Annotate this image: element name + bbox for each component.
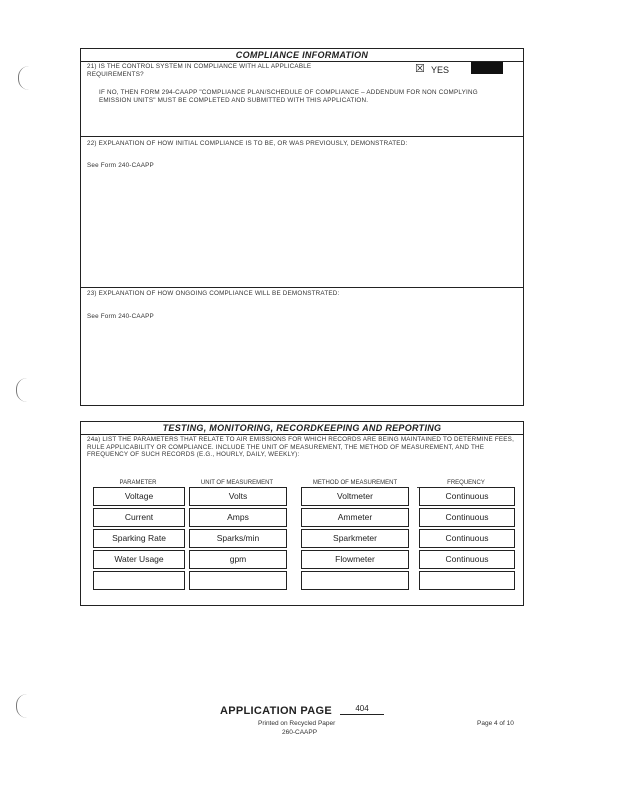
cell-unit: Amps (189, 508, 287, 527)
column-header-frequency: FREQUENCY (417, 480, 515, 488)
cell-method: Voltmeter (301, 487, 409, 506)
redacted-box (471, 62, 503, 74)
cell-frequency: Continuous (419, 487, 515, 506)
application-page-number: 404 (340, 704, 384, 715)
application-page-label: APPLICATION PAGE (220, 705, 332, 717)
cell-frequency: Continuous (419, 529, 515, 548)
cell-frequency: Continuous (419, 508, 515, 527)
column-header-parameter: PARAMETER (93, 480, 183, 488)
cell-unit: Sparks/min (189, 529, 287, 548)
cell-unit: gpm (189, 550, 287, 569)
answer-22: See Form 240-CAAPP (87, 162, 154, 169)
cell-parameter: Voltage (93, 487, 185, 506)
divider-21-22 (81, 136, 523, 137)
recycled-paper-note: Printed on Recycled Paper (258, 720, 336, 727)
testing-title: TESTING, MONITORING, RECORDKEEPING AND REPORTING (81, 422, 523, 435)
testing-section (80, 421, 524, 606)
page-of: Page 4 of 10 (477, 720, 514, 727)
cell-unit (189, 571, 287, 590)
cell-method: Sparkmeter (301, 529, 409, 548)
cell-method (301, 571, 409, 590)
punch-hole-bottom (16, 694, 27, 718)
cell-unit: Volts (189, 487, 287, 506)
form-number: 260-CAAPP (282, 729, 318, 736)
yes-checkbox[interactable]: ☒ (415, 63, 425, 75)
cell-frequency: Continuous (419, 550, 515, 569)
cell-method: Ammeter (301, 508, 409, 527)
question-22: 22) EXPLANATION OF HOW INITIAL COMPLIANCE IS TO BE, OR WAS PREVIOUSLY, DEMONSTRATED: (87, 140, 408, 147)
yes-label: YES (431, 65, 450, 75)
question-24a: 24a) LIST THE PARAMETERS THAT RELATE TO AIR EMISSIONS FOR WHICH RECORDS ARE BEING MAINTAINED TO DETERMINE FEES, RULE APPLICABILITY OR COMPLIANCE. INCLUDE THE UNIT OF MEASUREMENT, THE METHOD OF MEASUREMENT, AND THE FREQUENCY OF SUCH RECORDS (E.G., HOURLY, DAILY, WEEKLY): (87, 436, 515, 459)
punch-hole-middle (16, 378, 27, 402)
column-header-unit: UNIT OF MEASUREMENT (189, 480, 285, 488)
cell-parameter: Current (93, 508, 185, 527)
question-21-note: IF NO, THEN FORM 294-CAAPP "COMPLIANCE PLAN/SCHEDULE OF COMPLIANCE – ADDENDUM FOR NON COMPLYING EMISSION UNITS" MUST BE COMPLETED AND SUBMITTED WITH THIS APPLICATION. (99, 89, 478, 104)
cell-parameter: Sparking Rate (93, 529, 185, 548)
compliance-title: COMPLIANCE INFORMATION (81, 49, 523, 62)
cell-parameter: Water Usage (93, 550, 185, 569)
answer-23: See Form 240-CAAPP (87, 313, 154, 320)
compliance-section (80, 48, 524, 406)
question-23: 23) EXPLANATION OF HOW ONGOING COMPLIANCE WILL BE DEMONSTRATED: (87, 290, 340, 297)
divider-22-23 (81, 287, 523, 288)
punch-hole-top (18, 66, 29, 90)
cell-parameter (93, 571, 185, 590)
cell-frequency (419, 571, 515, 590)
column-header-method: METHOD OF MEASUREMENT (303, 480, 407, 488)
question-21: 21) IS THE CONTROL SYSTEM IN COMPLIANCE WITH ALL APPLICABLE REQUIREMENTS? (87, 63, 312, 78)
cell-method: Flowmeter (301, 550, 409, 569)
